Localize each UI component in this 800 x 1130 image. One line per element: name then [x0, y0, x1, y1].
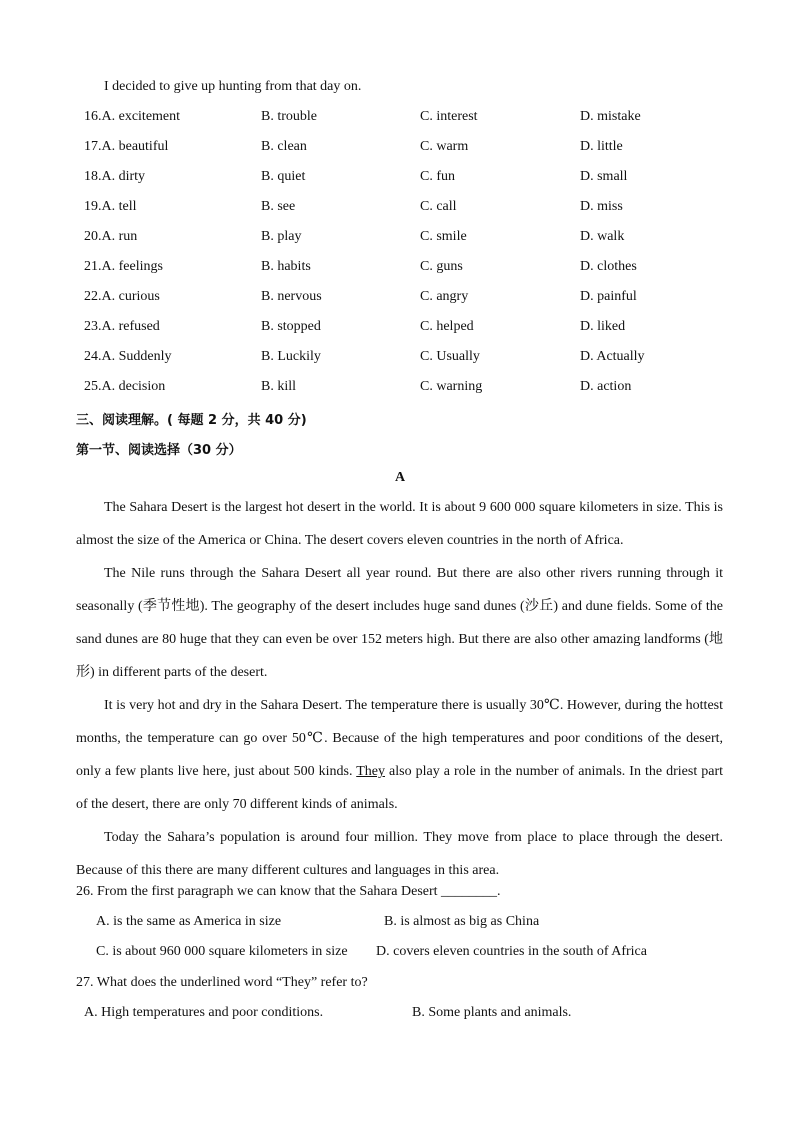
- option-b: B. stopped: [261, 319, 321, 334]
- option-d: D. clothes: [580, 259, 637, 274]
- option-row: [84, 109, 724, 129]
- option-d: D. mistake: [580, 109, 641, 124]
- option-b: B. quiet: [261, 169, 306, 184]
- option-a: 24.A. Suddenly: [84, 349, 172, 364]
- option-b: B. habits: [261, 259, 311, 274]
- option-row: [84, 319, 724, 339]
- option-c: C. Usually: [420, 349, 480, 364]
- option-a: 22.A. curious: [84, 289, 160, 304]
- option-a: 25.A. decision: [84, 379, 166, 394]
- option-c: C. warm: [420, 139, 469, 154]
- passage: [76, 491, 723, 887]
- passage-paragraph-3: [76, 689, 723, 821]
- passage-paragraph-2: The Nile runs through the Sahara Desert all year round. But there are also other rivers running through it seasonally (季节性地). The geography of the desert includes huge sand dunes (沙丘) and dune fields. Some of the sand dunes are 80 huge that they can even be over 152 meters high. But there are also other amazing landforms (地形) in different parts of the desert.: [76, 566, 723, 680]
- option-a: 18.A. dirty: [84, 169, 146, 184]
- option-c: C. warning: [420, 379, 483, 394]
- option-d: D. small: [580, 169, 628, 184]
- question-26-option-c: C. is about 960 000 square kilometers in size: [96, 944, 348, 959]
- option-row: [84, 199, 724, 219]
- option-d: D. liked: [580, 319, 626, 334]
- option-row: [84, 229, 724, 249]
- question-26-option-b: B. is almost as big as China: [384, 914, 540, 929]
- option-a: 19.A. tell: [84, 199, 137, 214]
- option-c: C. interest: [420, 109, 478, 124]
- option-b: B. play: [261, 229, 302, 244]
- passage-paragraph-4: Today the Sahara’s population is around four million. They move from place to place through the desert. Because of this there are many different cultures and languages in this area.: [76, 830, 723, 878]
- option-d: D. little: [580, 139, 623, 154]
- option-row: [84, 259, 724, 279]
- underlined-word: They: [356, 764, 385, 779]
- question-26-option-a: A. is the same as America in size: [96, 914, 282, 929]
- option-a: 17.A. beautiful: [84, 139, 169, 154]
- intro-line: I decided to give up hunting from that day on.: [104, 79, 362, 94]
- option-b: B. clean: [261, 139, 307, 154]
- option-a: 21.A. feelings: [84, 259, 163, 274]
- question-26-option-d: D. covers eleven countries in the south of Africa: [376, 944, 647, 959]
- option-a: 16.A. excitement: [84, 109, 181, 124]
- option-b: B. kill: [261, 379, 297, 394]
- option-d: D. painful: [580, 289, 637, 304]
- option-c: C. helped: [420, 319, 474, 334]
- option-c: C. call: [420, 199, 457, 214]
- paragraph-3-text-before: It is very hot and dry in the Sahara Desert. The temperature there is usually 30℃. However, during the hottest months, the temperature can go over 50℃. Because of the high temperatures and poor conditions of the desert, only a few plants live here, just about 500 kinds.: [76, 698, 723, 779]
- question-26-stem: 26. From the first paragraph we can know that the Sahara Desert ________.: [76, 884, 501, 899]
- option-c: C. fun: [420, 169, 455, 184]
- option-b: B. see: [261, 199, 296, 214]
- option-b: B. trouble: [261, 109, 317, 124]
- option-a: 20.A. run: [84, 229, 138, 244]
- option-d: D. walk: [580, 229, 625, 244]
- option-c: C. smile: [420, 229, 467, 244]
- question-27-option-b: B. Some plants and animals.: [412, 1005, 572, 1020]
- option-row: [84, 349, 724, 369]
- option-row: [84, 289, 724, 309]
- option-row: [84, 169, 724, 189]
- option-c: C. angry: [420, 289, 469, 304]
- option-c: C. guns: [420, 259, 463, 274]
- passage-paragraph-1: The Sahara Desert is the largest hot desert in the world. It is about 9 600 000 square kilometers in size. This is almost the size of the America or China. The desert covers eleven countries in the north of Africa.: [76, 500, 723, 548]
- option-a: 23.A. refused: [84, 319, 160, 334]
- option-row: [84, 379, 724, 399]
- paragraph-3-text-after: also play a role in the number of animals. In the driest part of the desert, there are only 70 different kinds of animals.: [76, 764, 723, 812]
- option-row: [84, 139, 724, 159]
- option-b: B. nervous: [261, 289, 322, 304]
- question-27-option-a: A. High temperatures and poor conditions.: [84, 1005, 324, 1020]
- option-d: D. action: [580, 379, 632, 394]
- question-27-stem: 27. What does the underlined word “They” refer to?: [76, 975, 368, 990]
- section-heading: 三、阅读理解。( 每题 2 分，共 40 分): [76, 413, 307, 428]
- option-d: D. Actually: [580, 349, 645, 364]
- subsection-heading: 第一节、阅读选择（30 分）: [76, 443, 242, 458]
- passage-title: A: [394, 470, 406, 485]
- option-d: D. miss: [580, 199, 623, 214]
- option-b: B. Luckily: [261, 349, 321, 364]
